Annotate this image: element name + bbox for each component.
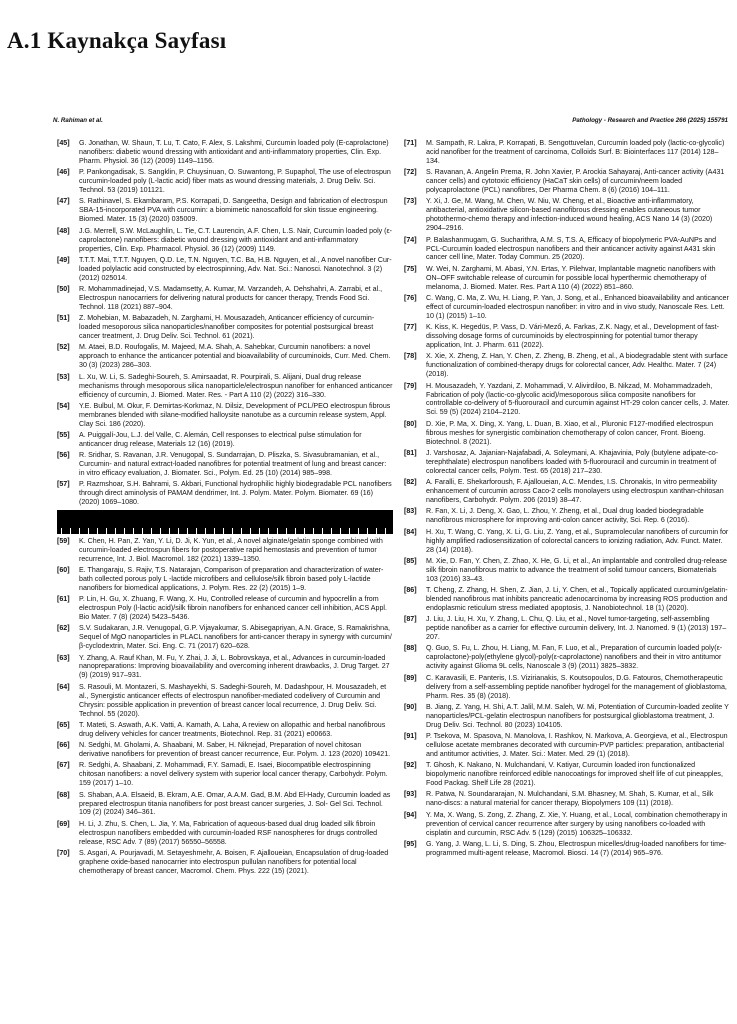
reference-number: [47] [57,197,70,206]
reference-text: S. Shaban, A.A. Elsaeid, B. Ekram, A.E. Omar, A.A.M. Gad, B.M. Abd El-Hady, Curcumin loaded as prepared electrospun titania nanofibers for post breast cancer surgeries, J. Sol- Gel Sci. Technol. 109 (2) (2024) 346–361. [79,790,391,817]
reference-entry [57,791,393,818]
reference-entry [404,703,730,730]
reference-number: [69] [57,819,70,828]
reference-number: [54] [57,401,70,410]
running-header-journal: Pathology - Research and Practice 266 (2025) 155791 [572,117,728,124]
reference-number: [67] [57,761,70,770]
reference-number: [70] [57,848,70,857]
reference-number: [65] [57,720,70,729]
reference-number: [79] [404,381,417,390]
reference-text: A. Faralli, E. Shekarforoush, F. Ajalloueian, A.C. Mendes, I.S. Chronakis, In vitro permeability enhancement of curcumin across Caco-2 cells monolayers using electrospun xanthan-chitosan nanofibers, Carbohydr. Polym. 206 (2019) 38–47. [426,478,724,505]
reference-entry [404,168,730,195]
reference-number: [61] [57,595,70,604]
reference-number: [85] [404,556,417,565]
reference-number: [75] [404,264,417,273]
reference-entry [404,265,730,292]
reference-entry [57,537,393,564]
reference-text: P. Tsekova, M. Spasova, N. Manolova, I. Rashkov, N. Markova, A. Georgieva, et al., Electrospun cellulose acetate membranes decorated with curcumin-PVP particles: preparation, antibacterial and antitumor activities, J. Mater. Sci.: Mater. Med. 29 (1) (2018). [426,732,728,758]
reference-entry [57,566,393,593]
reference-number: [71] [404,139,417,147]
reference-number: [84] [404,527,417,536]
running-header-authors: N. Rahiman et al. [53,117,103,124]
reference-number: [60] [57,565,70,574]
reference-entry [57,168,393,195]
reference-number: [77] [404,323,417,332]
reference-text: M. Xie, D. Fan, Y. Chen, Z. Zhao, X. He, G. Li, et al., An implantable and controlled drug-release silk fibroin nanofibrous matrix to advance the treatment of solid tumour cancers, Biomaterials 103 (2016) 33–43. [426,556,727,583]
reference-text: S. Asgari, A. Pourjavadi, M. Setayeshmehr, A. Boisen, F. Ajalloueian, Encapsulation of drug-loaded graphene oxide-based nanocarrier into electrospun pullulan nanofibers for potential local chemotherapy of breast cancer, Macromol. Chem. Phys. 222 (15) (2021). [79,848,389,875]
reference-entry [404,557,730,584]
reference-number: [82] [404,478,417,487]
reference-number: [76] [404,293,417,302]
reference-number: [80] [404,419,417,428]
reference-entry [404,323,730,350]
reference-number: [74] [404,235,417,244]
reference-entry [57,285,393,312]
reference-entry [404,790,730,808]
reference-number: [53] [57,372,70,381]
reference-entry [57,683,393,719]
reference-entry [404,139,730,166]
reference-text: H. Li, J. Zhu, S. Chen, L. Jia, Y. Ma, Fabrication of aqueous-based dual drug loaded silk fibroin electrospun nanofibers embedded with curcumin-loaded RSF nanospheres for drugs controlled release, RSC Adv. 7 (89) (2017) 56550–56558. [79,819,378,846]
reference-text: S. Ravanan, A. Angelin Prema, R. John Xavier, P. Arockia Sahayaraj, Anti-cancer activity (A431 cancer cells) and cytotoxic efficiency (HaCaT skin cells) of curcumin/neem loaded polycaprolactone (PCL) nanofibres, Der Pharma Chem. 8 (6) (2016) 104–111. [426,168,725,195]
reference-number: [92] [404,761,417,770]
reference-column-right [404,139,730,860]
reference-entry [57,849,393,876]
reference-text: Z. Mohebian, M. Babazadeh, N. Zarghami, H. Mousazadeh, Anticancer efficiency of curcumin-loaded mesoporous silica nanoparticles/nanofiber composites for potential postsurgical breast cancer treatment, J. Drug Deliv. Sci. Technol. 61 (2021). [79,314,375,341]
reference-entry [57,314,393,341]
reference-text: J.G. Merrell, S.W. McLaughlin, L. Tie, C.T. Laurencin, A.F. Chen, L.S. Nair, Curcumin loaded poly (ε-caprolactone) nanofibers: diabetic wound dressing with antioxidant and anti-inflammatory properties, Clin. Exp. Pharmacol. Physiol. 36 (12) (2009) 1149. [79,226,393,253]
reference-entry [57,373,393,400]
reference-number: [52] [57,343,70,352]
reference-text: C. Wang, C. Ma, Z. Wu, H. Liang, P. Yan, J. Song, et al., Enhanced bioavailability and anticancer effect of curcumin-loaded electrospun nanofiber: in vitro and in vivo study, Nanoscale Res. Lett. 10 (1) (2015) 1–10. [426,293,729,320]
reference-text: T. Ghosh, K. Nakano, N. Mulchandani, V. Katiyar, Curcumin loaded iron functionalized biopolymeric nanofibre reinforced edible nanocoatings for improved shelf life of cut pineapples, Food Packag. Shelf Life 28 (2021). [426,761,723,788]
reference-entry [404,478,730,505]
reference-number: [89] [404,673,417,682]
reference-text: T. Cheng, Z. Zhang, H. Shen, Z. Jian, J. Li, Y. Chen, et al., Topically applicated curcumin/gelatin-blended nanofibrous mat inhibits pancreatic adenocarcinoma by increasing ROS production and endoplasmic reticulum stress mediated apoptosis, J. Nanobiotechnol. 18 (1) (2020). [426,586,728,612]
reference-number: [91] [404,732,417,741]
reference-number: [45] [57,139,70,147]
reference-number: [51] [57,314,70,323]
reference-text: K. Chen, H. Pan, Z. Yan, Y. Li, D. Ji, K. Yun, et al., A novel alginate/gelatin sponge combined with curcumin-loaded electrospun fibers for postoperative rapid hemostasis and prevention of tumor recurrence, Int. J. Biol. Macromol. 182 (2021) 1339–1350. [79,536,383,563]
reference-number: [93] [404,790,417,799]
reference-entry [57,343,393,370]
reference-text: R. Sridhar, S. Ravanan, J.R. Venugopal, S. Sundarrajan, D. Pliszka, S. Sivasubramanian, et al., Curcumin- and natural extract-loaded nanofibres for potential treatment of lung and breast cancer: in vitro efficacy evaluation, J. Biomater. Sci., Polym. Ed. 25 (10) (2014) 985–998. [79,451,387,478]
reference-entry [404,644,730,671]
reference-text: G. Yang, J. Wang, L. Li, S. Ding, S. Zhou, Electrospun micelles/drug-loaded nanofibers for time-programmed multi-agent release, Macromol. Biosci. 14 (7) (2014) 965–976. [426,839,727,857]
reference-number: [86] [404,586,417,594]
reference-entry [57,624,393,651]
reference-number: [55] [57,431,70,440]
reference-number: [95] [404,839,417,848]
reference-entry [404,732,730,759]
reference-entry [57,431,393,449]
reference-text: Y. Xi, J. Ge, M. Wang, M. Chen, W. Niu, W. Cheng, et al., Bioactive anti-inflammatory, antibacterial, antioxidative silicon-based nanofibrous dressing enables cutaneous tumor photothermo-chemo therapy and infection-induced wound healing, ACS Nano 14 (3) (2020) 2904–2916. [426,197,713,233]
reference-text: A. Puiggalí-Jou, L.J. del Valle, C. Alemán, Cell responses to electrical pulse stimulation for anticancer drug release, Materials 12 (16) (2019). [79,431,362,448]
reference-text: S. Rasouli, M. Montazeri, S. Mashayekhi, S. Sadeghi-Soureh, M. Dadashpour, H. Mousazadeh, et al., Synergistic anticancer effects of electrospun nanofiber-mediated codelivery of Curcumin and Chrysin: possible application in prevention of breast cancer local recurrence, J. Drug Deliv. Sci. Technol. 55 (2020). [79,682,387,718]
reference-text: R. Fan, X. Li, J. Deng, X. Gao, L. Zhou, Y. Zheng, et al., Dual drug loaded biodegradable nanofibrous microsphere for improving anti-colon cancer activity, Sci. Rep. 6 (2016). [426,507,704,525]
reference-entry [404,528,730,555]
reference-number: [50] [57,285,70,294]
reference-text: P. Razmshoar, S.H. Bahrami, S. Akbari, Functional hydrophilic highly biodegradable PCL nanofibers through direct aminolysis of PAMAM dendrimer, Int. J. Polym. Mater. Polym. Biomater. 69 (16) (2020) 1069–1080. [79,480,392,507]
reference-number: [68] [57,790,70,799]
reference-number: [78] [404,352,417,361]
reference-number: [94] [404,810,417,819]
reference-text: Q. Guo, S. Fu, L. Zhou, H. Liang, M. Fan, F. Luo, et al., Preparation of curcumin loaded poly(ε-caprolactone)-poly(ethylene glycol)-poly(ε-caprolactone) nanofibers and their in vitro antitumor activity against Glioma 9L cells, Nanoscale 3 (9) (2011) 3825–3832. [426,644,723,671]
page-title: A.1 Kaynakça Sayfası [7,28,227,53]
reference-text: X. Xie, X. Zheng, Z. Han, Y. Chen, Z. Zheng, B. Zheng, et al., A biodegradable stent with surface functionalization of combined-therapy drugs for colorectal cancer, Adv. Healthc. Mater. 7 (24) (2018). [426,352,728,379]
reference-text: J. Liu, J. Liu, H. Xu, Y. Zhang, L. Chu, Q. Liu, et al., Novel tumor-targeting, self-assembling peptide nanofiber as a carrier for effective curcumin delivery, Int. J. Nanomed. 9 (1) (2013) 197–207. [426,615,727,642]
reference-number: [59] [57,536,70,545]
reference-text: E. Thangaraju, S. Rajiv, T.S. Natarajan, Comparison of preparation and characterization of water-bath collected porous poly L -lactide microfibers and cellulose/silk fibroin based poly L-lactide nanofibers for biomedical applications, J. Polym. Res. 22 (2) (2015) 1–9. [79,565,384,592]
reference-text: P. Pankongadisak, S. Sangklin, P. Chuysinuan, O. Suwantong, P. Supaphol, The use of electrospun curcumin-loaded poly (L-lactic acid) fiber mats as wound dressing materials, J. Drug Deliv. Sci. Technol. 53 (2019) 101121. [79,168,391,195]
reference-text: B. Jiang, Z. Yang, H. Shi, A.T. Jalil, M.M. Saleh, W. Mi, Potentiation of Curcumin-loaded zeolite Y nanoparticles/PCL-gelatin electrospun nanofibers for postsurgical glioblastoma treatment, J. Drug Deliv. Sci. Technol. 80 (2023) 104105. [426,702,729,729]
reference-entry [404,674,730,701]
reference-column-left [57,139,393,878]
reference-text: W. Wei, N. Zarghami, M. Abasi, Y.N. Ertas, Y. Pilehvar, Implantable magnetic nanofibers with ON–OFF switchable release of curcumin for possible local hyperthermic chemotherapy of melanoma, J. Biomed. Mater. Res. Part A 110 (4) (2022) 851–860. [426,264,716,291]
reference-text: S.V. Sudakaran, J.R. Venugopal, G.P. Vijayakumar, S. Abisegapriyan, A.N. Grace, S. Ramakrishna, Sequel of MgO nanoparticles in PLACL nanofibers for anti-cancer therapy in synergy with curcumin/β-cyclodextrin, Mater. Sci. Eng. C. 71 (2017) 620–628. [79,624,392,651]
reference-number: [87] [404,615,417,624]
reference-entry [57,820,393,847]
reference-number: [48] [57,226,70,235]
reference-entry [404,236,730,263]
reference-number: [49] [57,255,70,264]
reference-text: H. Mousazadeh, Y. Yazdani, Z. Mohammadi, V. Alivirdiloo, B. Nikzad, M. Mohammadzadeh, Fabrication of poly (lactic-co-glycolic acid)/mesoporous silica composite nanofibers for controllable co-delivery of 5-fluorouracil and curcumin against HT-29 colon cancer cells, J. Mater. Sci. 59 (5) (2024) 2104–2120. [426,381,730,417]
reference-entry [404,840,730,858]
reference-entry [404,449,730,476]
reference-text: D. Xie, P. Ma, X. Ding, X. Yang, L. Duan, B. Xiao, et al., Pluronic F127-modified electrospun fibrous meshes for synergistic combination chemotherapy of colon cancer, Front. Bioeng. Biotechnol. 8 (2021). [426,419,714,446]
reference-text: Y.E. Bulbul, M. Okur, F. Demirtas-Korkmaz, N. Dilsiz, Development of PCL/PEO electrospun fibrous membranes blended with silane-modified halloysite nanotube as a curcumin release system, Appl. Clay Sci. 186 (2020). [79,401,391,428]
reference-entry [404,615,730,642]
reference-entry [404,586,730,613]
reference-text: K. Kiss, K. Hegedüs, P. Vass, D. Vári-Mező, A. Farkas, Z.K. Nagy, et al., Development of fast-dissolving dosage forms of curcuminoids by electrospinning for potential tumor therapy application, Int. J. Pharm. 611 (2022). [426,323,719,350]
reference-entry [404,811,730,838]
reference-number: [90] [404,702,417,711]
reference-text: S. Rathinavel, S. Ekambaram, P.S. Korrapati, D. Sangeetha, Design and fabrication of electrospun SBA-15-incorporated PVA with curcumin: a biomimetic nanoscaffold for skin tissue engineering. Biomed. Mater. 15 (3) (2020) 035009. [79,197,388,224]
reference-entry [404,197,730,233]
reference-number: [73] [404,197,417,206]
reference-entry [404,507,730,525]
reference-text: C. Karavasili, E. Panteris, I.S. Vizirianakis, S. Koutsopoulos, D.G. Fatouros, Chemotherapeutic delivery from a self-assembling peptide nanofiber hydrogel for the management of glioblastoma, Pharm. Res. 35 (8) (2018). [426,673,727,700]
reference-entry [57,256,393,283]
reference-number: [81] [404,448,417,457]
reference-number: [56] [57,451,70,460]
reference-entry [57,227,393,254]
reference-text: P. Lin, H. Gu, X. Zhuang, F. Wang, X. Hu, Controlled release of curcumin and hypocrellin a from electrospun Poly (l-lactic acid)/silk fibroin nanofibers for enhanced cancer cell inhibition, ACS Appl. Bio Mater. 7 (8) (2024) 5423–5436. [79,595,387,621]
reference-number: [88] [404,644,417,653]
reference-text: J. Varshosaz, A. Jajanian-Najafabadi, A. Soleymani, A. Khajavinia, Poly (butylene adipate-co-terephthalate) electrospun nanofibers loaded with 5-fluorouracil and curcumin in treatment of colorectal cancer cells, Polym. Test. 65 (2018) 217–230. [426,448,719,475]
reference-number: [63] [57,653,70,662]
reference-text: Y. Zhang, A. Rauf Khan, M. Fu, Y. Zhai, J. Ji, L. Bobrovskaya, et al., Advances in curcumin-loaded nanopreparations: Improving bioavailability and overcoming inherent drawbacks, J. Drug Target. 27 (9) (2019) 917–931. [79,653,390,680]
reference-number: [83] [404,507,417,516]
redaction-bar [57,510,393,533]
reference-entry [404,420,730,447]
reference-entry [404,761,730,788]
reference-entry [57,451,393,478]
reference-number: [66] [57,741,70,750]
reference-entry [57,721,393,739]
reference-text: R. Mohammadinejad, V.S. Madamsetty, A. Kumar, M. Varzandeh, A. Dehshahri, A. Zarrabi, et al., Electrospun nanocarriers for delivering natural products for cancer therapy, Trends Food Sci. Technol. 118 (2021) 887–904. [79,285,383,311]
reference-entry [57,197,393,224]
reference-number: [46] [57,168,70,177]
reference-text: T.T.T. Mai, T.T.T. Nguyen, Q.D. Le, T.N. Nguyen, T.C. Ba, H.B. Nguyen, et al., A novel nanofiber Cur-loaded polylactic acid constructed by electrospinning, Adv. Nat. Sci.: Nanosci. Nanotechnol. 3 (2) (2012) 025014. [79,255,392,282]
reference-text: M. Sampath, R. Lakra, P. Korrapati, B. Sengottuvelan, Curcumin loaded poly (lactic-co-glycolic) acid nanofiber for the treatment of carcinoma, Colloids Surf. B: Biointerfaces 117 (2014) 128–134. [426,139,725,165]
reference-entry [57,741,393,759]
reference-text: T. Mateti, S. Aswath, A.K. Vatti, A. Kamath, A. Laha, A review on allopathic and herbal nanofibrous drug delivery vehicles for cancer treatments, Biotechnol. Rep. 31 (2021) e00663. [79,720,386,738]
reference-text: P. Balashanmugam, G. Sucharithra, A.M. S, T.S. A, Efficacy of biopolymeric PVA-AuNPs and PCL-Curcumin loaded electrospun nanofibers and their anticancer activity against A431 skin cancer cell line, Mater. Today Commun. 25 (2020). [426,235,717,262]
reference-text: N. Sedghi, M. Gholami, A. Shaabani, M. Saber, H. Niknejad, Preparation of novel chitosan derivative nanofibers for prevention of breast cancer recurrence, Eur. Polym. J. 123 (2020) 109421. [79,741,391,759]
reference-entry [57,654,393,681]
reference-number: [62] [57,624,70,633]
reference-entry [57,139,393,166]
reference-text: R. Sedghi, A. Shaabani, Z. Mohammadi, F.Y. Samadi, E. Isaei, Biocompatible electrospinning chitosan nanofibers: a novel delivery system with superior local cancer therapy, Carbohydr. Polym. 159 (2017) 1–10. [79,761,388,788]
reference-entry [57,595,393,622]
reference-entry [404,352,730,379]
reference-entry [57,480,393,507]
reference-text: M. Ataei, B.D. Roufogalis, M. Majeed, M.A. Shah, A. Sahebkar, Curcumin nanofibers: a novel approach to enhance the anticancer potential and bioavailability of curcuminoids, Curr. Med. Chem. 30 (3) (2023) 286–303. [79,343,391,370]
reference-entry [57,761,393,788]
reference-entry [57,402,393,429]
reference-text: Y. Ma, X. Wang, S. Zong, Z. Zhang, Z. Xie, Y. Huang, et al., Local, combination chemotherapy in prevention of cervical cancer recurrence after surgery by using nanofibers co-loaded with cisplatin and curcumin, RSC Adv. 5 (129) (2015) 106325–106332. [426,810,728,837]
reference-text: H. Xu, T. Wang, C. Yang, X. Li, G. Liu, Z. Yang, et al., Supramolecular nanofibers of curcumin for highly amplified radiosensitization of colorectal cancers to ionizing radiation, Adv. Funct. Mater. 28 (14) (2018). [426,527,729,554]
reference-number: [57] [57,480,70,489]
reference-text: L. Xu, W. Li, S. Sadeghi-Soureh, S. Amirsaadat, R. Pourpirali, S. Alijani, Dual drug release mechanisms through mesoporous silica nanoparticle/electrospun nanofiber for enhanced anticancer efficiency of curcumin, J. Biomed. Mater. Res. - Part A 110 (2) (2022) 316–330. [79,372,393,399]
reference-text: R. Patwa, N. Soundararajan, N. Mulchandani, S.M. Bhasney, M. Shah, S. Kumar, et al., Silk nano-discs: a natural material for cancer therapy, Biopolymers 109 (11) (2018). [426,790,714,808]
reference-number: [72] [404,168,417,177]
reference-entry [404,294,730,321]
reference-number: [64] [57,682,70,691]
reference-text: G. Jonathan, W. Shaun, T. Lu, T. Cato, F. Alex, S. Lakshmi, Curcumin loaded poly (E-caprolactone) nanofibers: diabetic wound dressing with antioxidant and anti-inflammatory properties, Clin. Exp. Pharm. Physiol. 36 (12) (2009) 1149–1156. [79,139,389,165]
reference-entry [404,382,730,418]
